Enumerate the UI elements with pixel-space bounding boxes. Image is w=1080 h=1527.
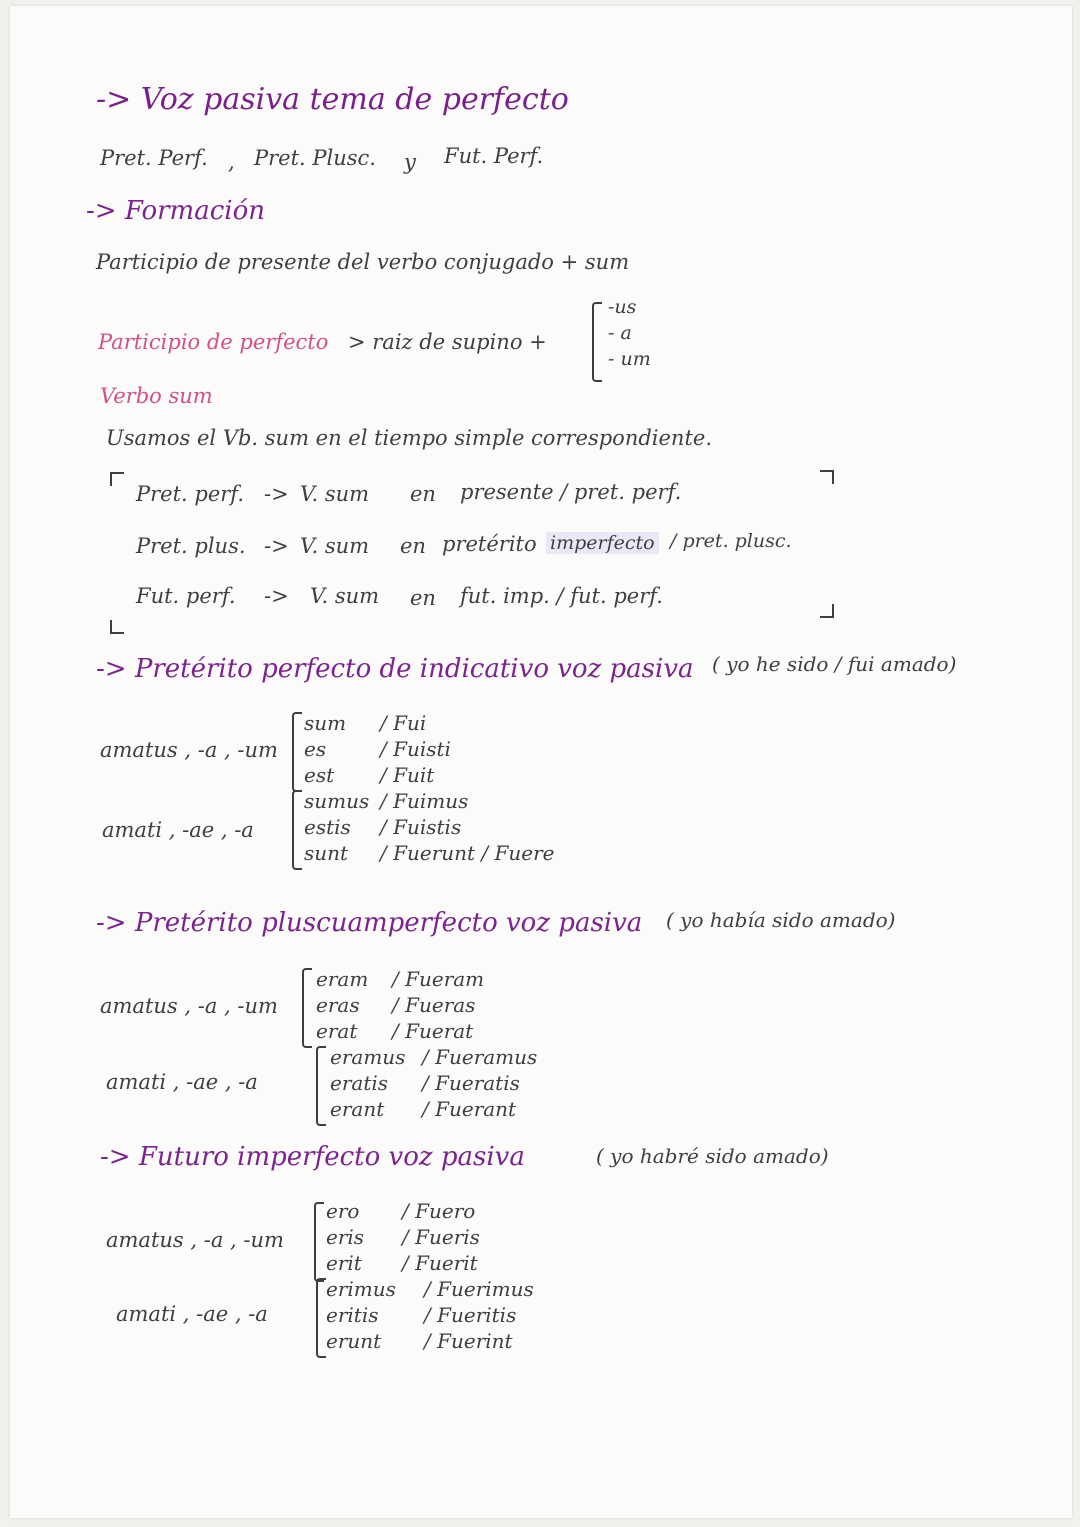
spanish-form: / Fui: [380, 711, 427, 735]
spanish-form: / Fuimus: [380, 789, 469, 813]
plural-brace: [316, 1278, 326, 1358]
spanish-form: / Fueritis: [424, 1303, 517, 1327]
spanish-form: / Fueramus: [422, 1045, 538, 1069]
rule-verb: V. sum: [300, 534, 370, 558]
rule-highlight: imperfecto: [546, 532, 659, 554]
conj-row: [326, 1276, 534, 1302]
conj-row: [304, 762, 555, 788]
plural-brace: [292, 790, 302, 870]
futuro-heading: -> Futuro imperfecto voz pasiva: [100, 1142, 525, 1172]
conj-row: [330, 1096, 537, 1122]
notebook-page: [10, 6, 1072, 1518]
pluscuam-sing-label: amatus , -a , -um: [100, 994, 278, 1018]
tense-separator: ,: [228, 150, 235, 174]
rule-rest: fut. imp. / fut. perf.: [460, 584, 663, 608]
verbo-sum-label: Verbo sum: [100, 384, 213, 408]
pluscuam-plur-label: amati , -ae , -a: [106, 1070, 258, 1094]
conj-row: [330, 1070, 537, 1096]
latin-form: erit: [326, 1251, 362, 1275]
spanish-form: / Fuisti: [380, 737, 451, 761]
rule-rest: presente / pret. perf.: [460, 480, 682, 504]
rule-arrow: ->: [264, 584, 289, 608]
rule-verb: V. sum: [310, 584, 380, 608]
corner-mark: [110, 472, 124, 486]
perfecto-forms: [304, 710, 555, 866]
page-title: -> Voz pasiva tema de perfecto: [96, 82, 569, 117]
plural-brace: [316, 1046, 326, 1126]
spanish-form: / Fuit: [380, 763, 435, 787]
spanish-form: / Fueram: [392, 967, 485, 991]
corner-mark: [820, 604, 834, 618]
corner-mark: [820, 470, 834, 484]
pluscuamperfecto-heading: -> Pretérito pluscuamperfecto voz pasiva: [96, 908, 643, 938]
rule-arrow: ->: [264, 534, 289, 558]
latin-form: eram: [316, 967, 369, 991]
rule-rest: pretérito: [442, 532, 537, 556]
conj-row: [304, 710, 555, 736]
participio-label: Participio de perfecto: [98, 330, 329, 354]
singular-brace: [292, 712, 302, 792]
latin-form: erunt: [326, 1329, 382, 1353]
tense-fut-perf: Fut. Perf.: [444, 144, 544, 168]
conj-row: [326, 1328, 534, 1354]
spanish-form: / Fuerunt / Fuere: [380, 841, 555, 865]
latin-form: sunt: [304, 841, 349, 865]
spanish-form: / Fueratis: [422, 1071, 520, 1095]
conj-row: [316, 966, 484, 992]
spanish-form: / Fuistis: [380, 815, 462, 839]
conj-row: [326, 1302, 534, 1328]
tense-pret-plusc: Pret. Plusc.: [254, 146, 376, 170]
futuro-plur-label: amati , -ae , -a: [116, 1302, 268, 1326]
conj-row: [330, 1044, 537, 1070]
spanish-form: / Fuerat: [392, 1019, 474, 1043]
formacion-rule: Participio de presente del verbo conjugado + sum: [96, 250, 630, 274]
latin-form: eramus: [330, 1045, 406, 1069]
formacion-heading: -> Formación: [86, 196, 265, 226]
latin-form: est: [304, 763, 335, 787]
rule-tense: Pret. perf.: [136, 482, 244, 506]
spanish-form: / Fuerant: [422, 1097, 517, 1121]
latin-form: sumus: [304, 789, 370, 813]
pluscuamperfecto-forms: [316, 966, 484, 1044]
singular-brace: [314, 1202, 324, 1282]
conj-row: [326, 1224, 534, 1250]
conj-row: [304, 788, 555, 814]
latin-form: eratis: [330, 1071, 389, 1095]
rule-en: en: [410, 586, 436, 610]
spanish-form: / Fuerimus: [424, 1277, 534, 1301]
futuro-sing-label: amatus , -a , -um: [106, 1228, 284, 1252]
rule-en: en: [400, 534, 426, 558]
latin-form: eris: [326, 1225, 365, 1249]
ending-um: - um: [608, 348, 651, 370]
latin-form: eras: [316, 993, 360, 1017]
latin-form: eritis: [326, 1303, 379, 1327]
latin-form: estis: [304, 815, 351, 839]
ending-us: -us: [608, 296, 637, 318]
rule-verb: V. sum: [300, 482, 370, 506]
perfecto-translation: ( yo he sido / fui amado): [712, 652, 957, 676]
spanish-form: / Fueras: [392, 993, 476, 1017]
pluscuamperfecto-translation: ( yo había sido amado): [666, 908, 896, 932]
latin-form: erant: [330, 1097, 385, 1121]
conj-row: [304, 736, 555, 762]
pluscuamperfecto-forms-plural: [330, 1044, 537, 1122]
rule-arrow: ->: [264, 482, 289, 506]
spanish-form: / Fuerit: [402, 1251, 478, 1275]
tense-pret-perf: Pret. Perf.: [100, 146, 208, 170]
latin-form: es: [304, 737, 327, 761]
conj-row: [316, 1018, 484, 1044]
futuro-forms: [326, 1198, 534, 1354]
corner-mark: [110, 620, 124, 634]
usamos-text: Usamos el Vb. sum en el tiempo simple correspondiente.: [106, 426, 712, 450]
conj-row: [304, 814, 555, 840]
spanish-form: / Fueris: [402, 1225, 480, 1249]
latin-form: sum: [304, 711, 347, 735]
latin-form: erimus: [326, 1277, 396, 1301]
perfecto-heading: -> Pretérito perfecto de indicativo voz pasiva: [96, 654, 694, 684]
latin-form: erat: [316, 1019, 358, 1043]
rule-tense: Fut. perf.: [136, 584, 236, 608]
spanish-form: / Fuero: [402, 1199, 476, 1223]
conj-row: [316, 992, 484, 1018]
perfecto-plur-label: amati , -ae , -a: [102, 818, 254, 842]
rule-rest: / pret. plusc.: [670, 530, 792, 552]
rule-tense: Pret. plus.: [136, 534, 246, 558]
rule-en: en: [410, 482, 436, 506]
participio-rule: > raiz de supino +: [348, 330, 547, 354]
latin-form: ero: [326, 1199, 360, 1223]
futuro-translation: ( yo habré sido amado): [596, 1144, 829, 1168]
conj-row: [326, 1250, 534, 1276]
tense-and: y: [404, 150, 416, 174]
endings-brace: [592, 302, 602, 382]
singular-brace: [302, 968, 312, 1048]
conj-row: [326, 1198, 534, 1224]
ending-a: - a: [608, 322, 632, 344]
perfecto-sing-label: amatus , -a , -um: [100, 738, 278, 762]
spanish-form: / Fuerint: [424, 1329, 513, 1353]
conj-row: [304, 840, 555, 866]
